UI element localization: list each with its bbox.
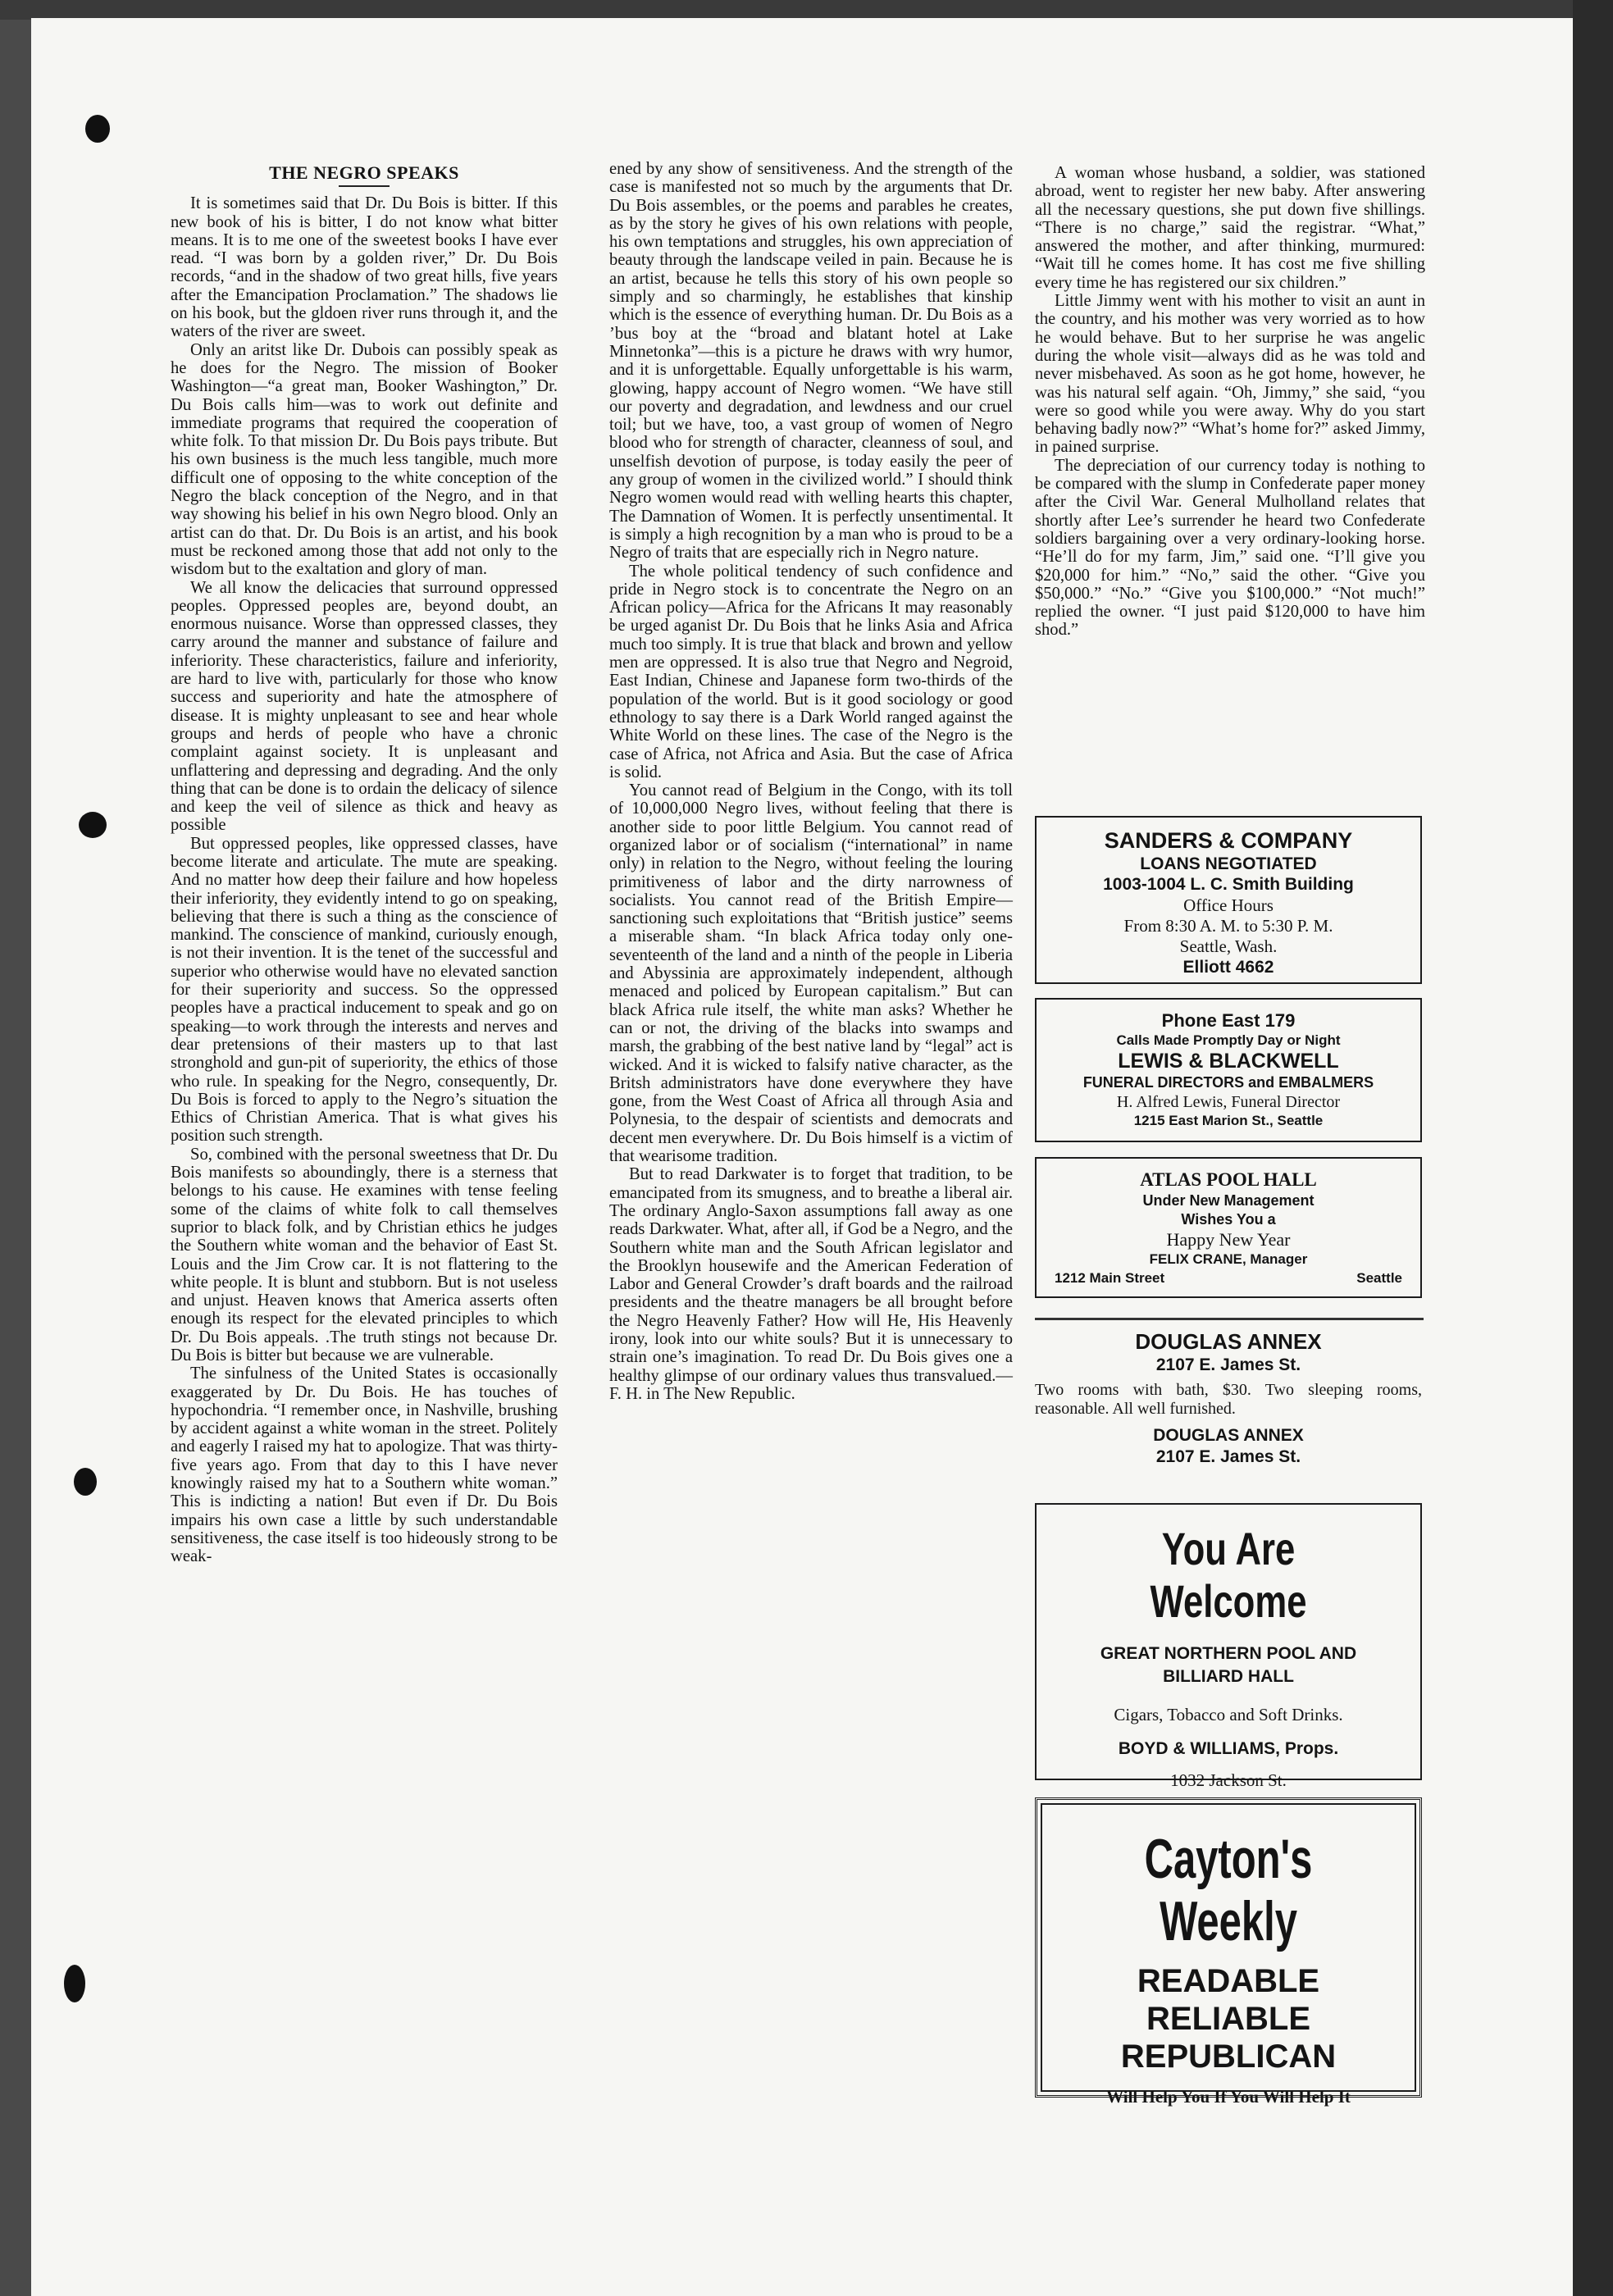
article-paragraph: You cannot read of Belgium in the Congo, with its toll of 10,000,000 Negro lives, without feeling that there is another side to poor little Belgium. You cannot read of organized labor or of socialism (“international” in name only) in relation to the Negro, without feeling the louring primitiveness of labor and the dirty narrowness of socialists. You cannot read of the British Empire—sanctioning such exploitations that “British justice” seems a miserable sham. “In black Africa today only one-seventeenth of the land and a ninth of the people in Liberia and Abyssinia are approximately independent, although menaced and policed by European capitalism.” But can black Africa rule itself, the white man asks? Whether he can or not, the driving of the blacks into swamps and marsh, the grabbing of the best native land by “legal” act is wicked. And it is wicked to falsify native character, as the Britsh administrators have done everywhere they have gone, from the West Coast of Africa all through Asia and Polynesia, to the despair of scientists and democrats and decent men everywhere. Dr. Du Bois himself is a victim of that wearisome tradition. (609, 781, 1013, 1166)
ad-text: Two rooms with bath, $30. Two sleeping rooms, reasonable. All well furnished. (1035, 1381, 1422, 1418)
anecdote-paragraph: Little Jimmy went with his mother to visit an aunt in the country, and his mother was very worried as to how he would behave. But to her surprise he was angelic during the whole visit—always did as he was told and never misbehaved. As soon as he got home, however, he was his natural self again. “Oh, Jimmy,” she said, “you were so good while you were away. Why do you start behaving badly now?” “What’s home for?” asked Jimmy, in pained surprise. (1035, 292, 1425, 457)
article-column-1 (171, 160, 558, 1566)
ad-line: FUNERAL DIRECTORS and EMBALMERS (1082, 1074, 1374, 1091)
ad-address: 2107 E. James St. (1155, 1447, 1301, 1466)
ad-atlas-pool-hall (1035, 1157, 1422, 1298)
ad-company-name: DOUGLAS ANNEX (1153, 1426, 1304, 1445)
ad-company-name: ATLAS POOL HALL (1140, 1169, 1317, 1190)
ink-spot (85, 115, 110, 143)
ad-headline: Cayton's Weekly (1144, 1828, 1313, 1952)
ad-headline: You Are Welcome (1150, 1523, 1307, 1627)
ad-line: Wishes You a (1181, 1211, 1276, 1228)
ad-line: GREAT NORTHERN POOL AND (1100, 1644, 1357, 1663)
ad-great-northern-pool (1035, 1503, 1422, 1790)
ad-slogan-word: READABLE (1137, 1963, 1320, 1999)
ad-manager: FELIX CRANE, Manager (1149, 1251, 1308, 1267)
scan-right-border (1573, 0, 1613, 2296)
ad-tagline: Will Help You If You Will Help It (1106, 2087, 1351, 2107)
article-paragraph: But to read Darkwater is to forget that tradition, to be emancipated from its smugness, and to breathe a liberal air. The ordinary Anglo-Saxon assumptions fall away as one reads Darkwater. What, after all, if God be a Negro, and the Southern white man and the South African legislator and the Brooklyn housewife and the American Federation of Labor and General Crowder’s draft boards and the railroad presidents and the theatre managers be all brought before the Negro Heavenly Father? How will He, His Heavenly irony, look into our white souls? But it is unnecessary to strain one’s imagination. To read Dr. Du Bois gives one a healthy glimpse of our ordinary values thus transvalued.—F. H. in The New Republic. (609, 1165, 1013, 1403)
title-rule (339, 185, 390, 187)
ad-line: Seattle, Wash. (1179, 936, 1278, 956)
ad-street: 1212 Main Street (1055, 1270, 1165, 1286)
ad-address: 1032 Jackson St. (1170, 1770, 1287, 1790)
ad-address: 1215 East Marion St., Seattle (1133, 1113, 1324, 1128)
ad-slogan-word: RELIABLE (1146, 2001, 1310, 2037)
section-rule (1035, 1318, 1424, 1320)
article-paragraph: Only an aritst like Dr. Dubois can possibly speak as he does for the Negro. The mission of Booker Washington—“a great man, Booker Washington,” Dr. Du Bois calls him—was to work out definite and immediate programs that required the cooperation of white folk. To that mission Dr. Du Bois pays tribute. But his own business is the much less tangible, much more difficult one of opposing to the white conception of the Negro the black conception of the Negro, and in that way showing his belief in his own Negro blood. Only an artist can do that. Dr. Du Bois is an artist, and his book must be reckoned among those that add not only to the wisdom but to the exaltation and glory of man. (171, 340, 558, 579)
article-paragraph: The whole political tendency of such confidence and pride in Negro stock is to concentrate the Negro on an African policy—Africa for the Africans It may reasonably be urged aganist Dr. Du Bois that he links Asia and Africa much too simply. It is true that black and brown and yellow men are oppressed. It is also true that Negro and Negroid, East Indian, Chinese and Japanese form two-thirds of the population of the world. But is it good sociology or good ethnology to say there is a Dark World ranged against the White World on these lines. The case of the Negro is the case of Africa, not Africa and Asia. But the case of Africa is solid. (609, 562, 1013, 781)
ad-company-name: LEWIS & BLACKWELL (1118, 1050, 1339, 1073)
article-paragraph: But oppressed peoples, like oppressed classes, have become literate and articulate. The mute are speaking. And no matter how deep their failure and how hopeless their inferiority, they evidently intend to go on speaking, believing that there is such a thing as the conscience of mankind. The conscience of mankind, curiously enough, is not their invention. It is the tenet of the successful and superior who otherwise would have no elevated sanction for their superiority and success. So the oppressed peoples have a practical inducement to speak and go on speaking—to work through the interests and nerves and dear pretensions of their masters up to that last stronghold and gun-pit of superiority, the ethics of those who rule. In speaking for the Negro, consequently, Dr. Du Bois is forced to apply to the Negro’s situation the Ethics of Christian America. That is what gives his position such strength. (171, 834, 558, 1146)
ad-line: 1003-1004 L. C. Smith Building (1103, 875, 1354, 894)
ad-address: 2107 E. James St. (1155, 1355, 1301, 1374)
ink-spot (74, 1468, 97, 1496)
ink-spot (64, 1965, 85, 2002)
ad-lewis-blackwell (1035, 998, 1422, 1142)
article-paragraph: So, combined with the personal sweetness that Dr. Du Bois manifests so aboundingly, there is a sterness that belongs to his cause. He examines with tense feeling some of the claims of white folk to call themselves suprior to black folk, and by Christian ethics he judges the Southern white woman and the behavior of East St. Louis and the Jim Crow car. It is not flattering to the white people. It is blunt and stubborn. But is not useless and unjust. Heaven knows that America asserts often enough its respect for the elevated principles to which Dr. Du Bois appeals. .The truth stings not because Dr. Du Bois is bitter but because we are vulnerable. (171, 1145, 558, 1364)
scan-top-border (0, 0, 1613, 20)
ad-line: Under New Management (1142, 1192, 1315, 1209)
ad-company-name: DOUGLAS ANNEX (1135, 1329, 1322, 1354)
article-title: THE NEGRO SPEAKS (269, 162, 459, 183)
anecdote-column (1035, 164, 1425, 640)
article-paragraph: We all know the delicacies that surround oppressed peoples. Oppressed peoples are, beyond doubt, an enormous nuisance. Worse than oppressed classes, they carry around the manner and substance of failure and inferiority. These characteristics, failure and inferiority, are hard to live with, particularly for those who know success and superiority and hate the atmosphere of disease. It is mighty unpleasant to see and hear whole groups and herds of people who have a chronic complaint against society. It is unpleasant and unflattering and depressing and degrading. And the only thing that can be done is to ordain the delicacy of silence and keep the veil of silence as thick and heavy as possible (171, 578, 558, 835)
ad-city: Seattle (1356, 1270, 1402, 1286)
article-paragraph: ened by any show of sensitiveness. And the strength of the case is manifested not so much by the arguments that Dr. Du Bois assembles, or the poems and parables he creates, as by the story he gives of his own relations with people, his own temptations and struggles, his own appreciation of beauty through the landscape veiled in pain. Because he is an artist, because he tells this story of his own people so simply and so charmingly, he establishes that kinship which is the essence of everything human. Dr. Du Bois as a ’bus boy at the “broad and blatant hotel at Lake Minnetonka”—this is a picture he draws with wry humor, and it is unforgettable. Equally unforgettable is his warm, glowing, happy account of Negro women. “We have still our poverty and degradation, and lewdness and our cruel toil; but we have, too, a vast group of women of Negro blood who for strength of character, cleanness of soul, and unselfish devotion of purpose, is today easily the peer of any group of women in the civilized world.” I should think Negro women would read with welling hearts this chapter, The Damnation of Women. It is perfectly unsentimental. It is simply a high recognition by a man who is proud to be a Negro of traits that are especially rich in Negro nature. (609, 160, 1013, 563)
ad-line: Happy New Year (1166, 1229, 1291, 1250)
ad-company-name: SANDERS & COMPANY (1104, 828, 1353, 853)
anecdote-paragraph: The depreciation of our currency today is nothing to be compared with the slump in Confederate paper money after the Civil War. General Mulholland relates that shortly after Lee’s surrender he heard two Confederate soldiers bargaining over a very ordinary-looking horse. “He’ll do for my farm, Jim,” said one. “I’ll give you $20,000 for him.” “No,” said the other. “Give you $50,000.” “No.” “Give you $100,000.” “Not much!” replied the owner. “I just paid $120,000 to have him shod.” (1035, 456, 1425, 640)
ad-props: BOYD & WILLIAMS, Props. (1118, 1739, 1339, 1758)
article-paragraph: The sinfulness of the United States is occasionally exaggerated by Dr. Du Bois. He has touches of hypochondria. “I remember once, in Nashville, brushing by accident against a white woman in the street. Politely and eagerly I raised my hat to apologize. That was thirty-five years ago. From that day to this I have never knowingly raised my hat to a Southern white woman.” This is indicting a nation! But even if Dr. Du Bois impairs his own case a little by such understandable sensitiveness, the case itself is too hideously strong to be weak- (171, 1364, 558, 1566)
article-paragraph: It is sometimes said that Dr. Du Bois is bitter. If this new book of his is bitter, I do not know what bitter means. It is to me one of the sweetest books I have ever read. “I was born by a golden river,” Dr. Du Bois records, “and in the shadow of two great hills, five years after the Emancipation Proclamation.” The shadows lie on his book, but the gldoen river runs through it, and the waters of the river are sweet. (171, 194, 558, 341)
anecdote-paragraph: A woman whose husband, a soldier, was stationed abroad, went to register her new baby. After answering all the necessary questions, she put down five shillings. “There is no charge,” said the registrar. “What,” answered the mother, and after thinking, murmured: “Wait till he comes home. It has cost me five shilling every time he has registered our six children.” (1035, 164, 1425, 292)
ad-caytons-weekly (1035, 1797, 1422, 2107)
ad-douglas-annex (1035, 1328, 1422, 1492)
ad-phone: Elliott 4662 (1182, 958, 1274, 977)
ad-line: From 8:30 A. M. to 5:30 P. M. (1123, 916, 1333, 936)
ad-line: Cigars, Tobacco and Soft Drinks. (1114, 1705, 1343, 1724)
ad-line: H. Alfred Lewis, Funeral Director (1116, 1093, 1341, 1111)
ad-line: Office Hours (1183, 895, 1274, 915)
article-column-2 (609, 160, 1013, 1403)
ink-spot (79, 812, 107, 838)
ad-line: Calls Made Promptly Day or Night (1116, 1032, 1341, 1048)
ad-line: LOANS NEGOTIATED (1140, 854, 1317, 873)
ad-sanders-company (1035, 816, 1422, 984)
ad-line: BILLIARD HALL (1163, 1667, 1294, 1686)
ad-phone: Phone East 179 (1161, 1010, 1296, 1031)
ad-slogan-word: REPUBLICAN (1120, 2039, 1337, 2075)
